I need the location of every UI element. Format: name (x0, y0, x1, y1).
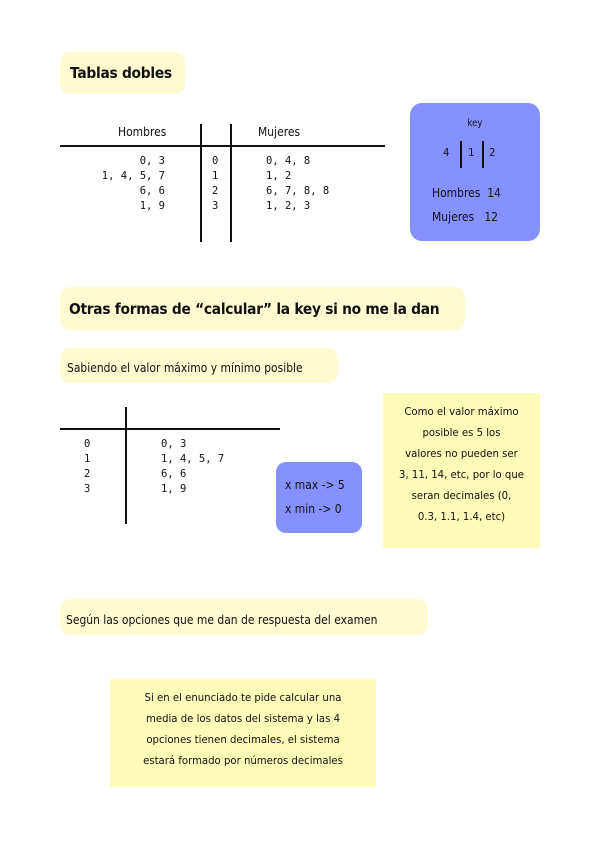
subtitle-box (60, 599, 428, 635)
table-horizontal-line (60, 428, 280, 430)
section-title-otras-formas: Otras formas de “calcular” la key si no me la dan (69, 300, 440, 318)
header-hombres: Hombres (118, 124, 167, 139)
key-box (410, 103, 540, 241)
stems (212, 154, 218, 214)
list-item: 0, 3 (161, 438, 187, 450)
list-item: 1, 9 (161, 483, 187, 495)
note-line: Si en el enunciado te pide calcular una (144, 691, 342, 704)
list-item: 1 (84, 453, 91, 465)
section-title-box (60, 287, 465, 330)
key-hombres-value: Hombres 14 (432, 185, 501, 200)
key-stem: 1 (468, 147, 475, 159)
mujeres-leaves (266, 154, 329, 214)
note-line: opciones tienen decimales, el sistema (146, 733, 340, 746)
section-title-box (60, 52, 185, 94)
leaves (161, 437, 224, 497)
range-box (276, 462, 362, 533)
list-item: 0 (212, 155, 219, 167)
note-line: media de los datos del sistema y las 4 (145, 712, 341, 725)
hombres-leaves (90, 154, 165, 214)
table-vertical-line-right (230, 124, 232, 242)
list-item: 6, 7, 8, 8 (266, 185, 330, 197)
list-item: 0, 3 (139, 155, 165, 167)
note-line: 0.3, 1.1, 1.4, etc) (417, 510, 506, 523)
note-line: posible es 5 los (422, 426, 501, 439)
key-title: key (467, 118, 483, 129)
subtitle-max-min: Sabiendo el valor máximo y mínimo posible (67, 360, 303, 375)
key-divider-left (460, 141, 462, 168)
note-line: Como el valor máximo (404, 405, 519, 418)
stems (84, 437, 90, 497)
list-item: 1 (212, 170, 219, 182)
list-item: 3 (212, 200, 219, 212)
table-horizontal-line (60, 145, 385, 147)
key-divider-right (482, 141, 484, 168)
note-decimales (383, 393, 540, 548)
list-item: 6, 6 (161, 468, 187, 480)
section-title-tablas-dobles: Tablas dobles (70, 64, 172, 82)
list-item: 2 (212, 185, 219, 197)
list-item: 2 (84, 468, 91, 480)
note-line: estará formado por números decimales (143, 754, 343, 767)
table-vertical-line-left (200, 124, 202, 242)
note-line: 3, 11, 14, etc, por lo que (399, 468, 524, 481)
list-item: 1, 9 (139, 200, 165, 212)
note-line: valores no pueden ser (405, 447, 518, 460)
list-item: 1, 4, 5, 7 (161, 453, 225, 465)
key-right-leaf: 2 (489, 147, 496, 159)
list-item: 0 (84, 438, 91, 450)
list-item: 6, 6 (139, 185, 165, 197)
note-media (110, 679, 376, 787)
list-item: 3 (84, 483, 91, 495)
list-item: 1, 2 (266, 170, 292, 182)
x-min-value: x min -> 0 (285, 501, 342, 516)
list-item: 1, 4, 5, 7 (101, 170, 165, 182)
x-max-value: x max -> 5 (285, 477, 345, 492)
table-vertical-line (125, 407, 127, 524)
list-item: 1, 2, 3 (266, 200, 311, 212)
subtitle-box (60, 348, 338, 383)
note-line: seran decimales (0, (411, 489, 512, 502)
subtitle-opciones: Según las opciones que me dan de respuesta del examen (66, 612, 378, 627)
key-left-leaf: 4 (443, 147, 450, 159)
list-item: 0, 4, 8 (266, 155, 311, 167)
key-mujeres-value: Mujeres 12 (432, 209, 499, 224)
header-mujeres: Mujeres (258, 124, 301, 139)
